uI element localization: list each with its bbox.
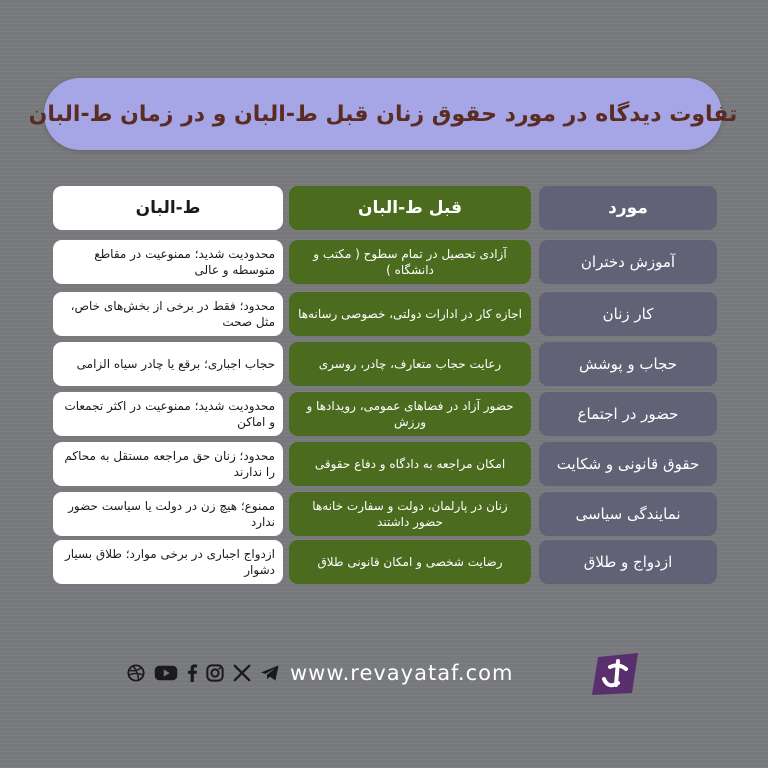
row-during: ازدواج اجباری در برخی موارد؛ طلاق بسیار دشوار	[53, 540, 283, 584]
facebook-icon[interactable]	[186, 664, 198, 682]
row-topic: ازدواج و طلاق	[539, 540, 717, 584]
row-topic: حقوق قانونی و شکایت	[539, 442, 717, 486]
header-topic: مورد	[539, 186, 717, 230]
header-before-taliban: قبل ط-البان	[289, 186, 531, 230]
row-before: حضور آزاد در فضاهای عمومی، رویدادها و ورزش	[289, 392, 531, 436]
row-before: اجازه کار در ادارات دولتی، خصوصی رسانه‌ها	[289, 292, 531, 336]
website-url[interactable]: www.revayataf.com	[290, 661, 514, 685]
youtube-icon[interactable]	[153, 664, 179, 682]
row-during: محدودیت شدید؛ ممنوعیت در اکثر تجمعات و اماکن	[53, 392, 283, 436]
row-topic: حضور در اجتماع	[539, 392, 717, 436]
dribbble-icon[interactable]	[127, 664, 145, 682]
row-topic: نمایندگی سیاسی	[539, 492, 717, 536]
row-topic: کار زنان	[539, 292, 717, 336]
row-before: رعایت حجاب متعارف، چادر، روسری	[289, 342, 531, 386]
row-topic: حجاب و پوشش	[539, 342, 717, 386]
page-title: تفاوت دیدگاه در مورد حقوق زنان قبل ط-البان و در زمان ط-البان	[28, 101, 738, 127]
row-during: ممنوع؛ هیچ زن در دولت یا سیاست حضور ندارد	[53, 492, 283, 536]
revayat-logo	[588, 651, 644, 697]
row-before: آزادی تحصیل در تمام سطوح ( مکتب و دانشگاه )	[289, 240, 531, 284]
row-during: محدود؛ فقط در برخی از بخش‌های خاص، مثل صحت	[53, 292, 283, 336]
telegram-icon[interactable]	[259, 664, 281, 682]
row-topic: آموزش دختران	[539, 240, 717, 284]
x-icon[interactable]	[233, 664, 251, 682]
row-before: زنان در پارلمان، دولت و سفارت خانه‌ها حضور داشتند	[289, 492, 531, 536]
row-during: محدود؛ زنان حق مراجعه مستقل به محاکم را ندارند	[53, 442, 283, 486]
row-during: حجاب اجباری؛ برقع یا چادر سیاه الزامی	[53, 342, 283, 386]
instagram-icon[interactable]	[206, 664, 224, 682]
row-during: محدودیت شدید؛ ممنوعیت در مقاطع متوسطه و عالی	[53, 240, 283, 284]
header-during-taliban: ط-البان	[53, 186, 283, 230]
row-before: امکان مراجعه به دادگاه و دفاع حقوقی	[289, 442, 531, 486]
page-title-banner	[28, 78, 738, 150]
row-before: رضایت شخصی و امکان قانونی طلاق	[289, 540, 531, 584]
